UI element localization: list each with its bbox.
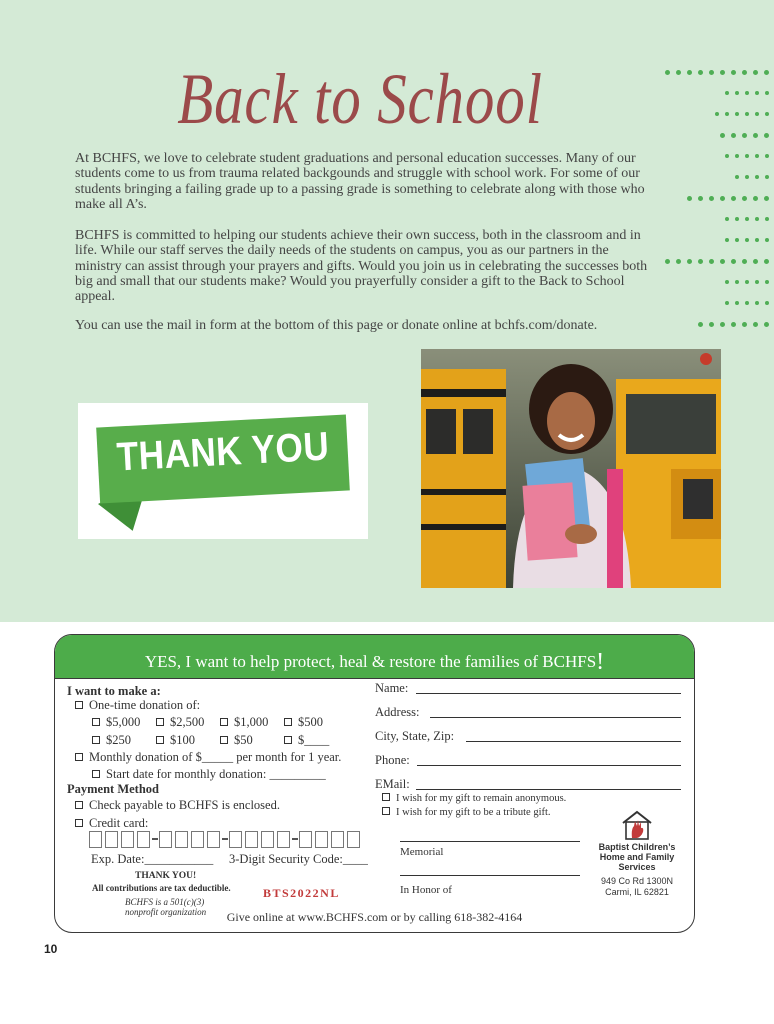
- dot: [755, 154, 759, 158]
- dot: [720, 322, 725, 327]
- dot-row: [715, 112, 769, 116]
- dot: [725, 238, 729, 242]
- student-bus-illustration: [421, 349, 721, 588]
- dot: [715, 112, 719, 116]
- dot: [725, 280, 729, 284]
- credit-card-digit-box[interactable]: [299, 831, 312, 848]
- memorial-label: Memorial: [400, 846, 444, 858]
- credit-option[interactable]: [75, 816, 148, 831]
- dot: [676, 70, 681, 75]
- dot: [745, 175, 749, 179]
- checkbox-icon[interactable]: [75, 819, 83, 827]
- nonprofit-line-2: nonprofit organization: [125, 907, 207, 917]
- checkbox-icon[interactable]: [156, 736, 164, 744]
- dot: [709, 259, 714, 264]
- amount-label: $250: [106, 733, 131, 747]
- dot: [753, 322, 758, 327]
- honor-label: In Honor of: [400, 884, 452, 896]
- amount-label: $5,000: [106, 715, 141, 729]
- dot: [735, 238, 739, 242]
- amount-label: $1,000: [234, 715, 269, 729]
- dot: [753, 133, 758, 138]
- credit-label: Credit card:: [89, 816, 149, 830]
- memorial-field[interactable]: [400, 841, 580, 842]
- dot-row: [725, 238, 769, 242]
- one-time-label: One-time donation of:: [89, 698, 201, 712]
- email-field[interactable]: [416, 789, 681, 790]
- amount-1000[interactable]: [220, 715, 268, 730]
- dot: [755, 217, 759, 221]
- dot: [709, 196, 714, 201]
- security-code-field[interactable]: 3-Digit Security Code:____: [229, 852, 368, 866]
- dot: [755, 91, 759, 95]
- dot: [698, 70, 703, 75]
- dot: [764, 133, 769, 138]
- dot: [755, 112, 759, 116]
- dot: [765, 154, 769, 158]
- credit-card-digit-box[interactable]: [315, 831, 328, 848]
- amount-250[interactable]: [92, 733, 131, 748]
- dot: [731, 196, 736, 201]
- dot: [753, 70, 758, 75]
- checkbox-icon[interactable]: [220, 736, 228, 744]
- dot: [764, 70, 769, 75]
- dot: [687, 259, 692, 264]
- dot-row: [720, 133, 769, 138]
- amount-50[interactable]: [220, 733, 253, 748]
- house-hand-logo-icon: [619, 809, 655, 841]
- start-date-label: Start date for monthly donation: _________: [106, 767, 326, 781]
- dot: [755, 175, 759, 179]
- dot: [731, 259, 736, 264]
- dot: [687, 70, 692, 75]
- dot: [735, 301, 739, 305]
- checkbox-icon[interactable]: [284, 718, 292, 726]
- credit-card-digit-box[interactable]: [229, 831, 242, 848]
- credit-card-digit-box[interactable]: [245, 831, 258, 848]
- dot: [725, 91, 729, 95]
- name-label: Name:: [375, 681, 409, 695]
- dot: [665, 259, 670, 264]
- checkbox-icon[interactable]: [75, 801, 83, 809]
- dot: [755, 238, 759, 242]
- dot-row: [725, 217, 769, 221]
- dot: [745, 238, 749, 242]
- checkbox-icon[interactable]: [92, 770, 100, 778]
- one-time-option[interactable]: [75, 698, 200, 713]
- dot: [755, 280, 759, 284]
- dot: [725, 301, 729, 305]
- dot: [742, 133, 747, 138]
- credit-card-separator: [152, 838, 158, 840]
- dot: [725, 217, 729, 221]
- honor-field[interactable]: [400, 875, 580, 876]
- dot: [755, 301, 759, 305]
- dot: [709, 70, 714, 75]
- dot: [742, 196, 747, 201]
- dot: [765, 112, 769, 116]
- dot: [765, 238, 769, 242]
- city-field[interactable]: [466, 741, 681, 742]
- dot: [698, 259, 703, 264]
- credit-card-digit-box[interactable]: [105, 831, 118, 848]
- org-address-line-2: Carmi, IL 62821: [605, 887, 669, 897]
- dot: [735, 175, 739, 179]
- dot: [676, 259, 681, 264]
- check-label: Check payable to BCHFS is enclosed.: [89, 798, 280, 812]
- org-name: Baptist Children’s Home and Family Services: [598, 842, 676, 872]
- dot: [731, 133, 736, 138]
- name-field[interactable]: [416, 693, 681, 694]
- credit-card-digit-box[interactable]: [261, 831, 274, 848]
- dot: [731, 70, 736, 75]
- dot: [753, 196, 758, 201]
- article-paragraph-2: BCHFS is committed to helping our students achieve their own success, both in the classroom and in life. While our staff serves the daily needs of the students on campus, you as our partners in the ministry can assist through your prayers and gifts. Would you join us in celebrating the successes both big and small that our students make? Would you prayerfully consider a gift to the Back to School appeal.: [75, 228, 648, 305]
- check-option[interactable]: [75, 798, 280, 813]
- credit-card-digit-box[interactable]: [331, 831, 344, 848]
- dot: [742, 259, 747, 264]
- dot: [765, 217, 769, 221]
- dot: [725, 112, 729, 116]
- address-label: Address:: [375, 705, 420, 719]
- amount-label: $____: [298, 733, 330, 747]
- dot: [745, 112, 749, 116]
- dot-row: [687, 196, 769, 201]
- dot: [764, 196, 769, 201]
- credit-card-digit-box[interactable]: [121, 831, 134, 848]
- amount-500[interactable]: [284, 715, 323, 730]
- dot: [735, 217, 739, 221]
- dot: [765, 301, 769, 305]
- dot: [731, 322, 736, 327]
- dot: [698, 322, 703, 327]
- credit-card-digit-box[interactable]: [207, 831, 220, 848]
- form-header-label: YES, I want to help protect, heal & restore the families of BCHFS: [144, 652, 597, 671]
- dot: [765, 175, 769, 179]
- make-label: I want to make a:: [67, 684, 161, 698]
- thank-you-banner-text: THANK YOU: [115, 424, 331, 480]
- form-header-text: [55, 647, 694, 674]
- org-address-line-1: 949 Co Rd 1300N: [600, 876, 674, 886]
- exp-date-field[interactable]: Exp. Date:___________: [91, 852, 214, 866]
- dot: [742, 70, 747, 75]
- email-label: EMail:: [375, 777, 410, 791]
- monthly-label: Monthly donation of $_____ per month for 1 year.: [89, 750, 342, 764]
- credit-card-digit-box[interactable]: [277, 831, 290, 848]
- dot: [742, 322, 747, 327]
- dot-row: [665, 259, 769, 264]
- dot-pattern: [655, 70, 773, 332]
- dot: [687, 196, 692, 201]
- dot-row: [725, 280, 769, 284]
- checkbox-icon[interactable]: [382, 793, 390, 801]
- checkbox-icon[interactable]: [156, 718, 164, 726]
- dot: [745, 280, 749, 284]
- dot-row: [698, 322, 769, 327]
- checkbox-icon[interactable]: [92, 736, 100, 744]
- payment-method-label: Payment Method: [67, 782, 159, 796]
- checkbox-icon[interactable]: [220, 718, 228, 726]
- checkbox-icon[interactable]: [75, 701, 83, 709]
- amount-other[interactable]: [284, 733, 329, 748]
- dot: [745, 301, 749, 305]
- dot: [720, 70, 725, 75]
- tax-text: All contributions are tax deductible.: [92, 883, 231, 893]
- dot: [709, 322, 714, 327]
- dot: [720, 133, 725, 138]
- dot: [753, 259, 758, 264]
- dot: [720, 259, 725, 264]
- anonymous-label: I wish for my gift to remain anonymous.: [396, 793, 567, 804]
- form-header-bang: !: [596, 649, 605, 675]
- amount-label: $100: [170, 733, 195, 747]
- checkbox-icon[interactable]: [284, 736, 292, 744]
- address-field[interactable]: [430, 717, 681, 718]
- monthly-option[interactable]: [75, 750, 341, 765]
- dot: [665, 70, 670, 75]
- dot: [745, 217, 749, 221]
- nonprofit-line-1: BCHFS is a 501(c)(3): [125, 897, 205, 907]
- dot: [698, 196, 703, 201]
- dot: [735, 112, 739, 116]
- appeal-code: BTS2022NL: [263, 886, 340, 900]
- dot: [735, 154, 739, 158]
- credit-card-digit-box[interactable]: [347, 831, 360, 848]
- dot-row: [725, 91, 769, 95]
- article-paragraph-3: You can use the mail in form at the bottom of this page or donate online at bchfs.com/donate.: [75, 318, 598, 333]
- dot: [745, 91, 749, 95]
- form-header: [55, 635, 694, 679]
- anonymous-option[interactable]: [382, 793, 566, 804]
- article-paragraph-1: At BCHFS, we love to celebrate student graduations and personal education successes. Many of our students come to us from trauma related backgounds and struggle with school work. For some of our students bringing a failing grade up to a passing grade is something to celebrate along with those who make all A’s.: [75, 151, 645, 212]
- amount-5000[interactable]: [92, 715, 140, 730]
- article-title: Back to School: [177, 59, 543, 139]
- student-bus-photo: [421, 349, 721, 588]
- dot: [765, 91, 769, 95]
- org-address: [591, 876, 683, 898]
- donation-form: [54, 634, 695, 933]
- dot-row: [735, 175, 769, 179]
- phone-field[interactable]: [417, 765, 681, 766]
- amount-100[interactable]: [156, 733, 195, 748]
- amount-label: $500: [298, 715, 323, 729]
- dot-row: [665, 70, 769, 75]
- credit-card-digit-box[interactable]: [137, 831, 150, 848]
- credit-card-digit-box[interactable]: [175, 831, 188, 848]
- tribute-option[interactable]: [382, 807, 551, 818]
- credit-card-separator: [222, 838, 228, 840]
- credit-card-digit-box[interactable]: [159, 831, 172, 848]
- phone-label: Phone:: [375, 753, 410, 767]
- thanks-text: THANK YOU!: [135, 871, 197, 881]
- credit-card-digit-box[interactable]: [191, 831, 204, 848]
- checkbox-icon[interactable]: [382, 807, 390, 815]
- tribute-label: I wish for my gift to be a tribute gift.: [396, 807, 551, 818]
- checkbox-icon[interactable]: [75, 753, 83, 761]
- dot: [764, 259, 769, 264]
- amount-label: $2,500: [170, 715, 205, 729]
- page-number: 10: [44, 942, 58, 956]
- credit-card-digit-box[interactable]: [89, 831, 102, 848]
- dot: [735, 280, 739, 284]
- dot: [765, 280, 769, 284]
- dot: [735, 91, 739, 95]
- dot-row: [725, 154, 769, 158]
- amount-2500[interactable]: [156, 715, 204, 730]
- dot: [725, 154, 729, 158]
- dot: [720, 196, 725, 201]
- amount-label: $50: [234, 733, 253, 747]
- dot: [745, 154, 749, 158]
- credit-card-separator: [292, 838, 298, 840]
- dot: [764, 322, 769, 327]
- dot-row: [725, 301, 769, 305]
- city-label: City, State, Zip:: [375, 729, 455, 743]
- start-date-option[interactable]: [92, 767, 326, 782]
- form-footer: Give online at www.BCHFS.com or by calling 618-382-4164: [226, 910, 523, 924]
- checkbox-icon[interactable]: [92, 718, 100, 726]
